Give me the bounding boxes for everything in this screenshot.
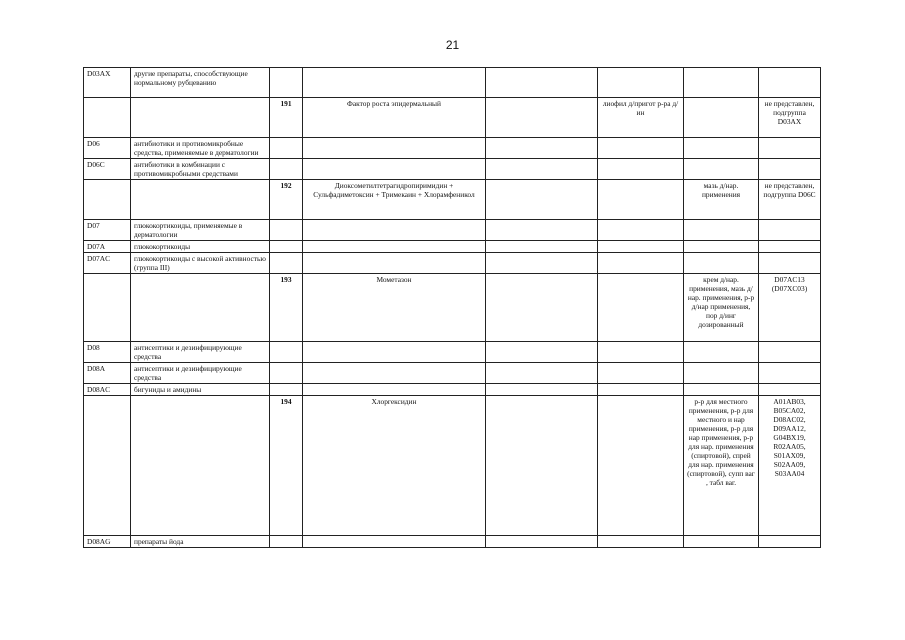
column-5-cell [598, 68, 684, 98]
atc-group-cell: другие препараты, способствующие нормальному рубцеванию [131, 68, 270, 98]
drug-name-cell [303, 384, 486, 396]
drug-name-cell: Диоксометилтетрагидропиримидин + Сульфадиметоксин + Тримекаин + Хлорамфеникол [303, 180, 486, 220]
number-cell [270, 363, 303, 384]
dosage-form-cell: мазь д/нар. применения [684, 180, 759, 220]
drug-name-cell: Мометазон [303, 274, 486, 342]
note-cell [759, 363, 821, 384]
atc-group-cell: глюкокортикоиды [131, 241, 270, 253]
note-cell [759, 138, 821, 159]
group-row [84, 253, 821, 274]
drug-name-cell: Фактор роста эпидермальный [303, 98, 486, 138]
number-cell [270, 253, 303, 274]
column-5-cell [598, 180, 684, 220]
dosage-form-cell [684, 384, 759, 396]
atc-code-cell: D08AC [84, 384, 131, 396]
dosage-form-cell [684, 138, 759, 159]
atc-group-cell: антибиотики и противомикробные средства, применяемые в дерматологии [131, 138, 270, 159]
drug-row [84, 180, 821, 220]
number-cell [270, 159, 303, 180]
group-row [84, 241, 821, 253]
atc-code-cell [84, 274, 131, 342]
note-cell [759, 253, 821, 274]
drug-name-cell [303, 241, 486, 253]
dosage-form-cell: р-р для местного применения, р-р для местного и нар применения, р-р для нар применения, р-р для нар. применения (спиртовой), спрей для нар. применения (спиртовой), супп ваг , табл ваг. [684, 396, 759, 536]
atc-code-cell [84, 98, 131, 138]
number-cell [270, 342, 303, 363]
atc-group-cell: глюкокортикоиды, применяемые в дерматологии [131, 220, 270, 241]
number-cell: 193 [270, 274, 303, 342]
atc-code-cell: D08 [84, 342, 131, 363]
number-cell [270, 138, 303, 159]
column-5-cell [598, 220, 684, 241]
number-cell [270, 241, 303, 253]
drug-row [84, 274, 821, 342]
note-cell: A01AB03, B05CA02, D08AC02, D09AA12, G04BX19, R02AA05, S01AX09, S02AA09, S03AA04 [759, 396, 821, 536]
column-5-cell [598, 253, 684, 274]
group-row [84, 363, 821, 384]
note-cell: D07AC13 (D07XC03) [759, 274, 821, 342]
note-cell [759, 220, 821, 241]
atc-code-cell: D03AX [84, 68, 131, 98]
atc-group-cell: антисептики и дезинфицирующие средства [131, 363, 270, 384]
atc-code-cell: D07A [84, 241, 131, 253]
number-cell: 191 [270, 98, 303, 138]
column-5-cell: лиофил д/пригот р-ра д/ин [598, 98, 684, 138]
column-4-cell [486, 274, 598, 342]
note-cell [759, 241, 821, 253]
column-5-cell [598, 138, 684, 159]
dosage-form-cell [684, 536, 759, 548]
atc-code-cell: D08AG [84, 536, 131, 548]
drug-name-cell [303, 220, 486, 241]
atc-group-cell: антибиотики в комбинации с противомикробными средствами [131, 159, 270, 180]
drug-table-body [84, 68, 821, 548]
group-row [84, 220, 821, 241]
note-cell [759, 536, 821, 548]
number-cell [270, 220, 303, 241]
atc-group-cell [131, 180, 270, 220]
number-cell: 192 [270, 180, 303, 220]
note-cell [759, 68, 821, 98]
note-cell [759, 342, 821, 363]
column-4-cell [486, 342, 598, 363]
dosage-form-cell [684, 363, 759, 384]
atc-group-cell: препараты йода [131, 536, 270, 548]
column-5-cell [598, 159, 684, 180]
dosage-form-cell [684, 253, 759, 274]
number-cell [270, 536, 303, 548]
group-row [84, 342, 821, 363]
atc-group-cell [131, 396, 270, 536]
column-4-cell [486, 138, 598, 159]
atc-group-cell: антисептики и дезинфицирующие средства [131, 342, 270, 363]
dosage-form-cell [684, 98, 759, 138]
dosage-form-cell [684, 159, 759, 180]
column-4-cell [486, 241, 598, 253]
group-row [84, 138, 821, 159]
drug-name-cell: Хлоргексидин [303, 396, 486, 536]
column-5-cell [598, 384, 684, 396]
column-4-cell [486, 159, 598, 180]
dosage-form-cell: крем д/нар. применения, мазь д/нар. применения, р-р д/нар применения, пор д/инг дозированный [684, 274, 759, 342]
column-4-cell [486, 68, 598, 98]
column-5-cell [598, 342, 684, 363]
column-4-cell [486, 363, 598, 384]
column-5-cell [598, 274, 684, 342]
drug-name-cell [303, 159, 486, 180]
atc-code-cell: D08A [84, 363, 131, 384]
number-cell: 194 [270, 396, 303, 536]
atc-group-cell: бигуниды и амидины [131, 384, 270, 396]
column-5-cell [598, 241, 684, 253]
atc-group-cell [131, 274, 270, 342]
drug-row [84, 396, 821, 536]
drug-row [84, 98, 821, 138]
column-4-cell [486, 384, 598, 396]
column-4-cell [486, 253, 598, 274]
group-row [84, 68, 821, 98]
number-cell [270, 384, 303, 396]
column-5-cell [598, 536, 684, 548]
dosage-form-cell [684, 241, 759, 253]
drug-name-cell [303, 342, 486, 363]
atc-group-cell: глюкокортикоиды с высокой активностью (группа III) [131, 253, 270, 274]
column-5-cell [598, 396, 684, 536]
atc-code-cell: D07AC [84, 253, 131, 274]
group-row [84, 159, 821, 180]
group-row [84, 536, 821, 548]
atc-code-cell: D06C [84, 159, 131, 180]
drug-name-cell [303, 68, 486, 98]
atc-group-cell [131, 98, 270, 138]
note-cell [759, 159, 821, 180]
column-4-cell [486, 98, 598, 138]
atc-code-cell [84, 180, 131, 220]
drug-name-cell [303, 536, 486, 548]
note-cell: не представлен, подгруппа D03AX [759, 98, 821, 138]
note-cell [759, 384, 821, 396]
dosage-form-cell [684, 220, 759, 241]
dosage-form-cell [684, 342, 759, 363]
number-cell [270, 68, 303, 98]
column-5-cell [598, 363, 684, 384]
drug-name-cell [303, 363, 486, 384]
group-row [84, 384, 821, 396]
drug-name-cell [303, 253, 486, 274]
column-4-cell [486, 536, 598, 548]
atc-code-cell: D06 [84, 138, 131, 159]
atc-code-cell [84, 396, 131, 536]
column-4-cell [486, 180, 598, 220]
page-number: 21 [445, 38, 460, 52]
note-cell: не представлен, подгруппа D06C [759, 180, 821, 220]
column-4-cell [486, 396, 598, 536]
atc-code-cell: D07 [84, 220, 131, 241]
dosage-form-cell [684, 68, 759, 98]
drug-name-cell [303, 138, 486, 159]
drug-table [83, 67, 821, 548]
column-4-cell [486, 220, 598, 241]
